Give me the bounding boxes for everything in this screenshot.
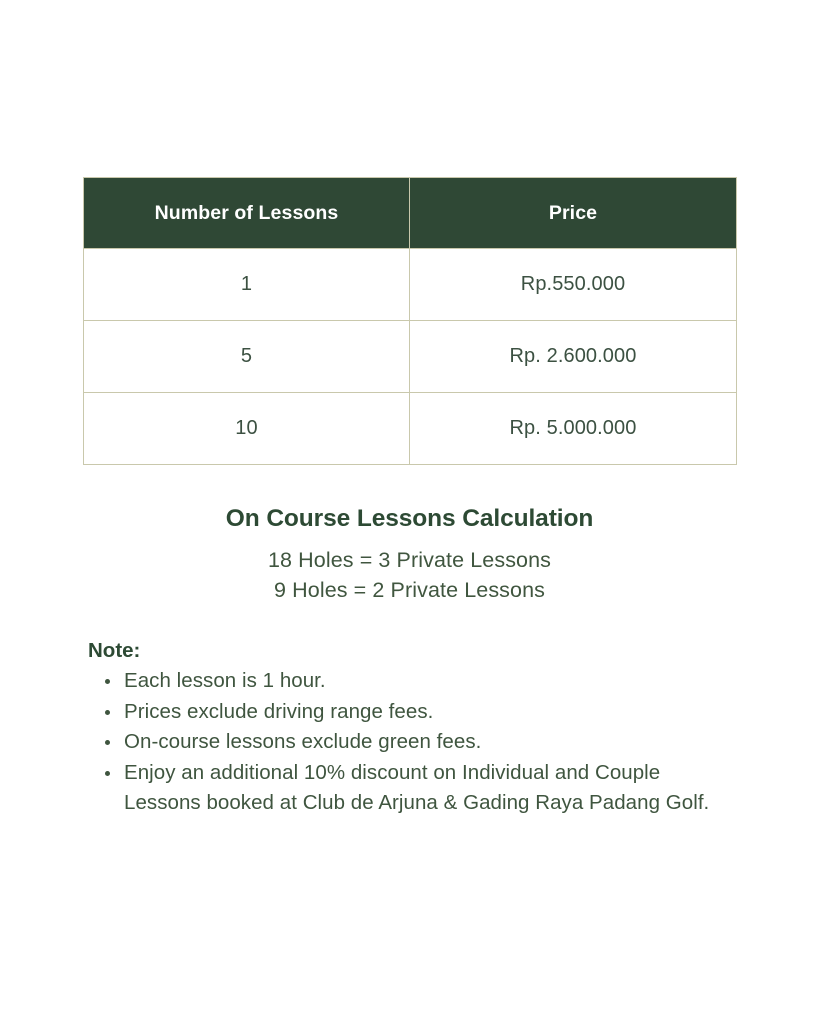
note-item-text: Each lesson is 1 hour. — [124, 669, 326, 692]
note-item-text: Enjoy an additional 10% discount on Individual and Couple Lessons booked at Club de Arjuna & Gading Raya Padang Golf. — [124, 760, 710, 814]
on-course-title: On Course Lessons Calculation — [225, 505, 594, 532]
pricing-table-head — [84, 178, 737, 249]
cell-lessons-count: 5 — [84, 321, 410, 393]
cell-price: Rp. 2.600.000 — [410, 321, 737, 393]
pricing-table — [83, 177, 737, 465]
on-course-line-9-holes: 9 Holes = 2 Private Lessons — [274, 578, 545, 603]
table-row — [84, 393, 737, 465]
cell-lessons-count: 10 — [84, 393, 410, 465]
list-item — [88, 758, 728, 819]
note-section — [88, 638, 728, 819]
table-row — [84, 321, 737, 393]
list-item — [88, 727, 728, 758]
pricing-table-body — [84, 249, 737, 465]
list-item — [88, 666, 728, 697]
bullet-icon — [105, 710, 110, 715]
bullet-icon — [105, 679, 110, 684]
note-label: Note: — [88, 639, 141, 662]
cell-lessons-count: 1 — [84, 249, 410, 321]
table-row — [84, 249, 737, 321]
bullet-icon — [105, 771, 110, 776]
note-item-text: Prices exclude driving range fees. — [124, 699, 434, 723]
on-course-lines — [0, 545, 819, 606]
list-item — [88, 697, 728, 728]
on-course-section — [0, 504, 819, 606]
column-header-price: Price — [410, 178, 737, 249]
bullet-icon — [105, 740, 110, 745]
on-course-line-18-holes: 18 Holes = 3 Private Lessons — [267, 547, 552, 572]
note-list — [88, 666, 728, 819]
cell-price: Rp. 5.000.000 — [410, 393, 737, 465]
column-header-number-of-lessons: Number of Lessons — [84, 178, 410, 249]
cell-price: Rp.550.000 — [410, 249, 737, 321]
pricing-table-container — [83, 177, 736, 465]
note-item-text: On-course lessons exclude green fees. — [124, 730, 482, 753]
table-header-row — [84, 178, 737, 249]
